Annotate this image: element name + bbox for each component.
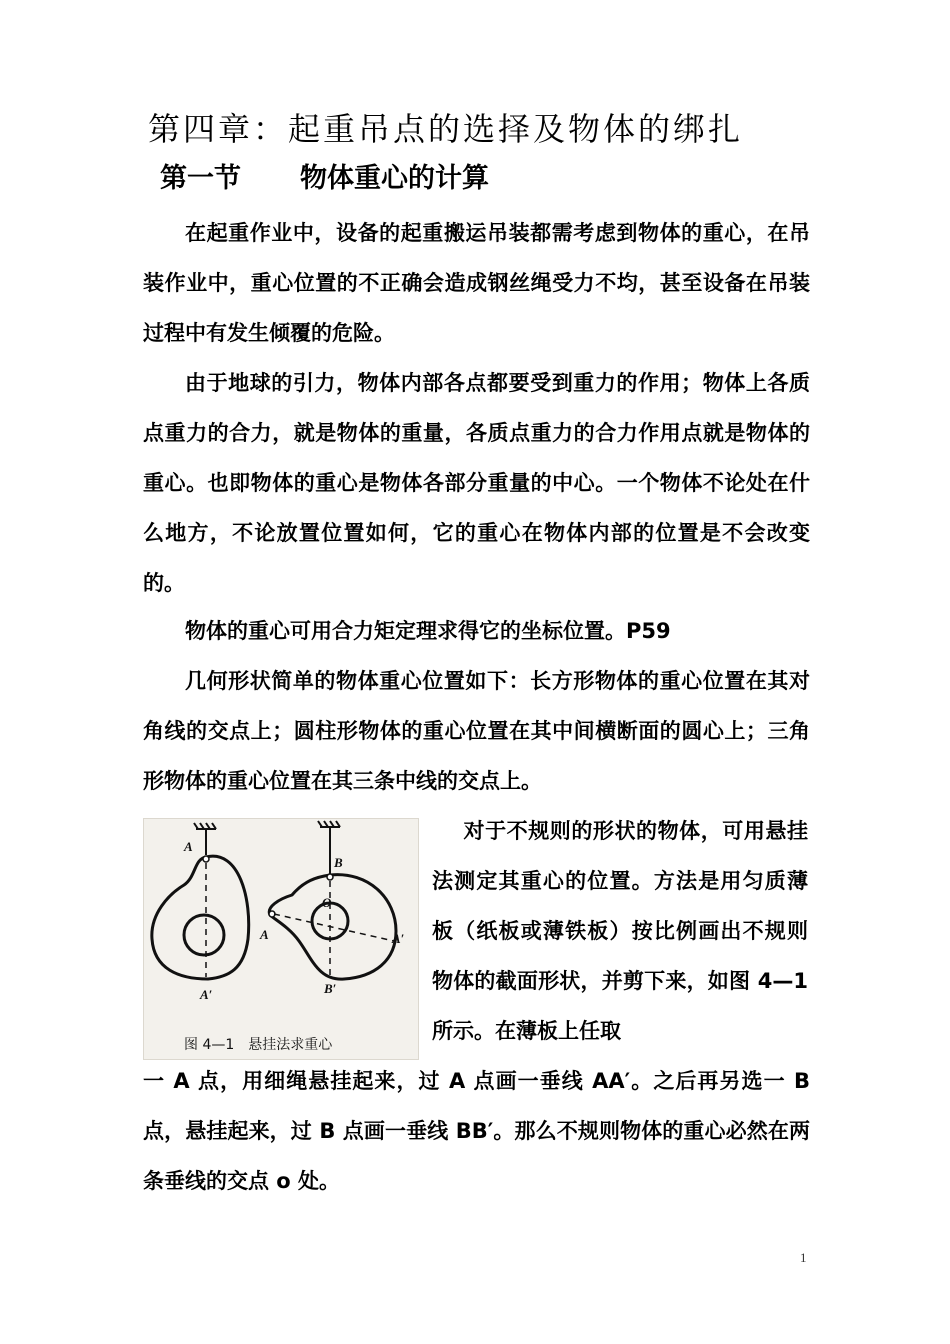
- label-b-prime: B′: [324, 981, 337, 996]
- paragraph: 由于地球的引力，物体内部各点都要受到重力的作用；物体上各质点重力的合力，就是物体的重量，各质点重力的合力作用点就是物体的重心。也即物体的重心是物体各部分重量的中心。一个物体不论处在什么地方，不论放置位置如何，它的重心在物体内部的位置是不会改变的。: [143, 371, 810, 595]
- label-a2: A: [260, 927, 269, 942]
- label-a-prime: A′: [200, 987, 213, 1002]
- section-title: 物体重心的计算: [300, 163, 489, 194]
- label-b: B: [334, 855, 343, 870]
- right-hang-point-b: [327, 874, 333, 880]
- left-hole: [184, 915, 224, 955]
- paragraph: 在起重作业中，设备的起重搬运吊装都需考虑到物体的重心，在吊装作业中，重心位置的不正确会造成钢丝绳受力不均，甚至设备在吊装过程中有发生倾覆的危险。: [143, 221, 810, 345]
- paragraph-1-block: [143, 208, 810, 358]
- label-a2-prime: A′: [392, 931, 405, 946]
- after-figure-paragraph-block: [143, 1056, 810, 1206]
- left-hanger-icon: [194, 823, 216, 855]
- figure-caption: 图 4—1 悬挂法求重心: [184, 1037, 333, 1053]
- section-heading: [160, 156, 489, 195]
- paragraph-4-block: [143, 656, 810, 806]
- paragraph-2-block: [143, 358, 810, 608]
- left-irregular-shape: [152, 856, 249, 979]
- side-paragraph-block: [432, 806, 808, 1056]
- chapter-title: 第四章：起重吊点的选择及物体的绑扎: [148, 110, 744, 148]
- label-a: A: [184, 839, 193, 854]
- paragraph: 几何形状简单的物体重心位置如下：长方形物体的重心位置在其对角线的交点上；圆柱形物体的重心位置在其中间横断面的圆心上；三角形物体的重心位置在其三条中线的交点上。: [143, 669, 810, 793]
- section-number: 第一节: [160, 163, 241, 194]
- right-plumb-line-a: [274, 914, 394, 941]
- page-number: 1: [800, 1250, 807, 1265]
- paragraph: 物体的重心可用合力矩定理求得它的坐标位置。P59: [185, 619, 671, 643]
- paragraph-3-block: [143, 606, 810, 656]
- paragraph: 对于不规则的形状的物体，可用悬挂法测定其重心的位置。方法是用匀质薄板（纸板或薄铁板）按比例画出不规则物体的截面形状，并剪下来，如图 4—1 所示。在薄板上任取: [432, 819, 808, 1043]
- figure-drawing: [144, 819, 418, 1059]
- paragraph: 一 A 点，用细绳悬挂起来，过 A 点画一垂线 AA′。之后再另选一 B 点，悬挂起来，过 B 点画一垂线 BB′。那么不规则物体的重心必然在两条垂线的交点 o 处。: [143, 1069, 810, 1193]
- left-hang-point: [203, 856, 209, 862]
- label-o: O: [322, 895, 332, 910]
- figure-suspension-method: [143, 818, 419, 1060]
